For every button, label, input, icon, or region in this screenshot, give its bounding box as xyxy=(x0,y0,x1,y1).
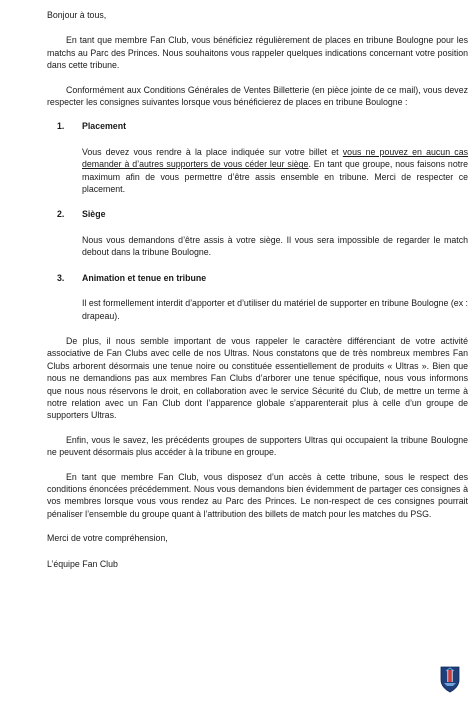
letter-body xyxy=(47,9,468,570)
intro-paragraph: En tant que membre Fan Club, vous bénéficiez régulièrement de places en tribune Boulogne pour les matchs au Parc des Princes. Nous souhaitons vous rappeler quelques indications concernant votre position dans cette tribune. xyxy=(47,35,468,71)
section-number: 1. xyxy=(57,121,65,132)
greeting: Bonjour à tous, xyxy=(47,10,107,20)
crest-svg xyxy=(439,665,461,693)
section-title-animation xyxy=(57,272,468,284)
placement-text-end: . En tant que groupe, nous faisons notre maximum afin de vous permettre d’être assis ensemble en tribune. Merci de respecter ce placement. xyxy=(82,159,468,195)
signature-line: L’équipe Fan Club xyxy=(47,558,118,569)
section-title-siege xyxy=(57,208,468,220)
groups-paragraph: Enfin, vous le savez, les précédents groupes de supporters Ultras qui occupaient la tribune Boulogne ne peuvent désormais plus accéder à la tribune en groupe. xyxy=(47,434,468,458)
club-crest-icon xyxy=(439,665,461,693)
conditions-paragraph: Conformément aux Conditions Générales de Ventes Billetterie (en pièce jointe de ce mail), vous devez respecter les consignes suivantes lorsque vous bénéficierez de places en tribune Boulogne : xyxy=(47,84,468,108)
section-heading: Placement xyxy=(82,121,127,132)
section-heading: Animation et tenue en tribune xyxy=(82,272,207,283)
ultras-paragraph: De plus, il nous semble important de vous rappeler le caractère différenciant de votre activité associative de Fan Clubs avec celle de nos Ultras. Nous constatons que de très nombreux membres Fan Clubs arborent désormais une tenue noire ou constituée essentiellement de produits « Ultras ». Bien que nous ne demandions pas aux membres Fan Clubs d’arborer une tenue spécifique, nous vous informons que nous nous réservons le droit, en collaboration avec le service Sécurité du Club, de mettre un terme à notre relation avec un Fan Club dont l’apparence globale s’apparenterait plus à celle d’un groupe de supporters Ultras. xyxy=(47,335,468,421)
section-number: 3. xyxy=(57,272,65,283)
section-body-placement xyxy=(82,146,468,196)
placement-underlined-text: vous ne pouvez en aucun cas demander à d’autres supporters de vous céder leur siège xyxy=(82,146,468,170)
section-number: 2. xyxy=(57,209,65,220)
section-heading: Siège xyxy=(82,209,106,220)
section-title-placement xyxy=(57,120,468,132)
section-body-siege: Nous vous demandons d’être assis à votre siège. Il vous sera impossible de regarder le match debout dans la tribune Boulogne. xyxy=(82,234,468,258)
placement-text: Vous devez vous rendre à la place indiquée sur votre billet et xyxy=(82,146,343,157)
thanks-line: Merci de votre compréhension, xyxy=(47,533,168,544)
section-body-animation: Il est formellement interdit d’apporter et d’utiliser du matériel de supporter en tribune Boulogne (ex : drapeau). xyxy=(82,298,468,321)
access-paragraph: En tant que membre Fan Club, vous disposez d’un accès à cette tribune, sous le respect des conditions énoncées précédemment. Nous vous demandons bien évidemment de partager ces consignes à vos membres lorsque vous vous rendez au Parc des Princes. Le non-respect de ces consignes pourrait pénaliser l’ensemble du groupe quant à l’attribution des billets de match pour les matches du PSG. xyxy=(47,471,468,519)
